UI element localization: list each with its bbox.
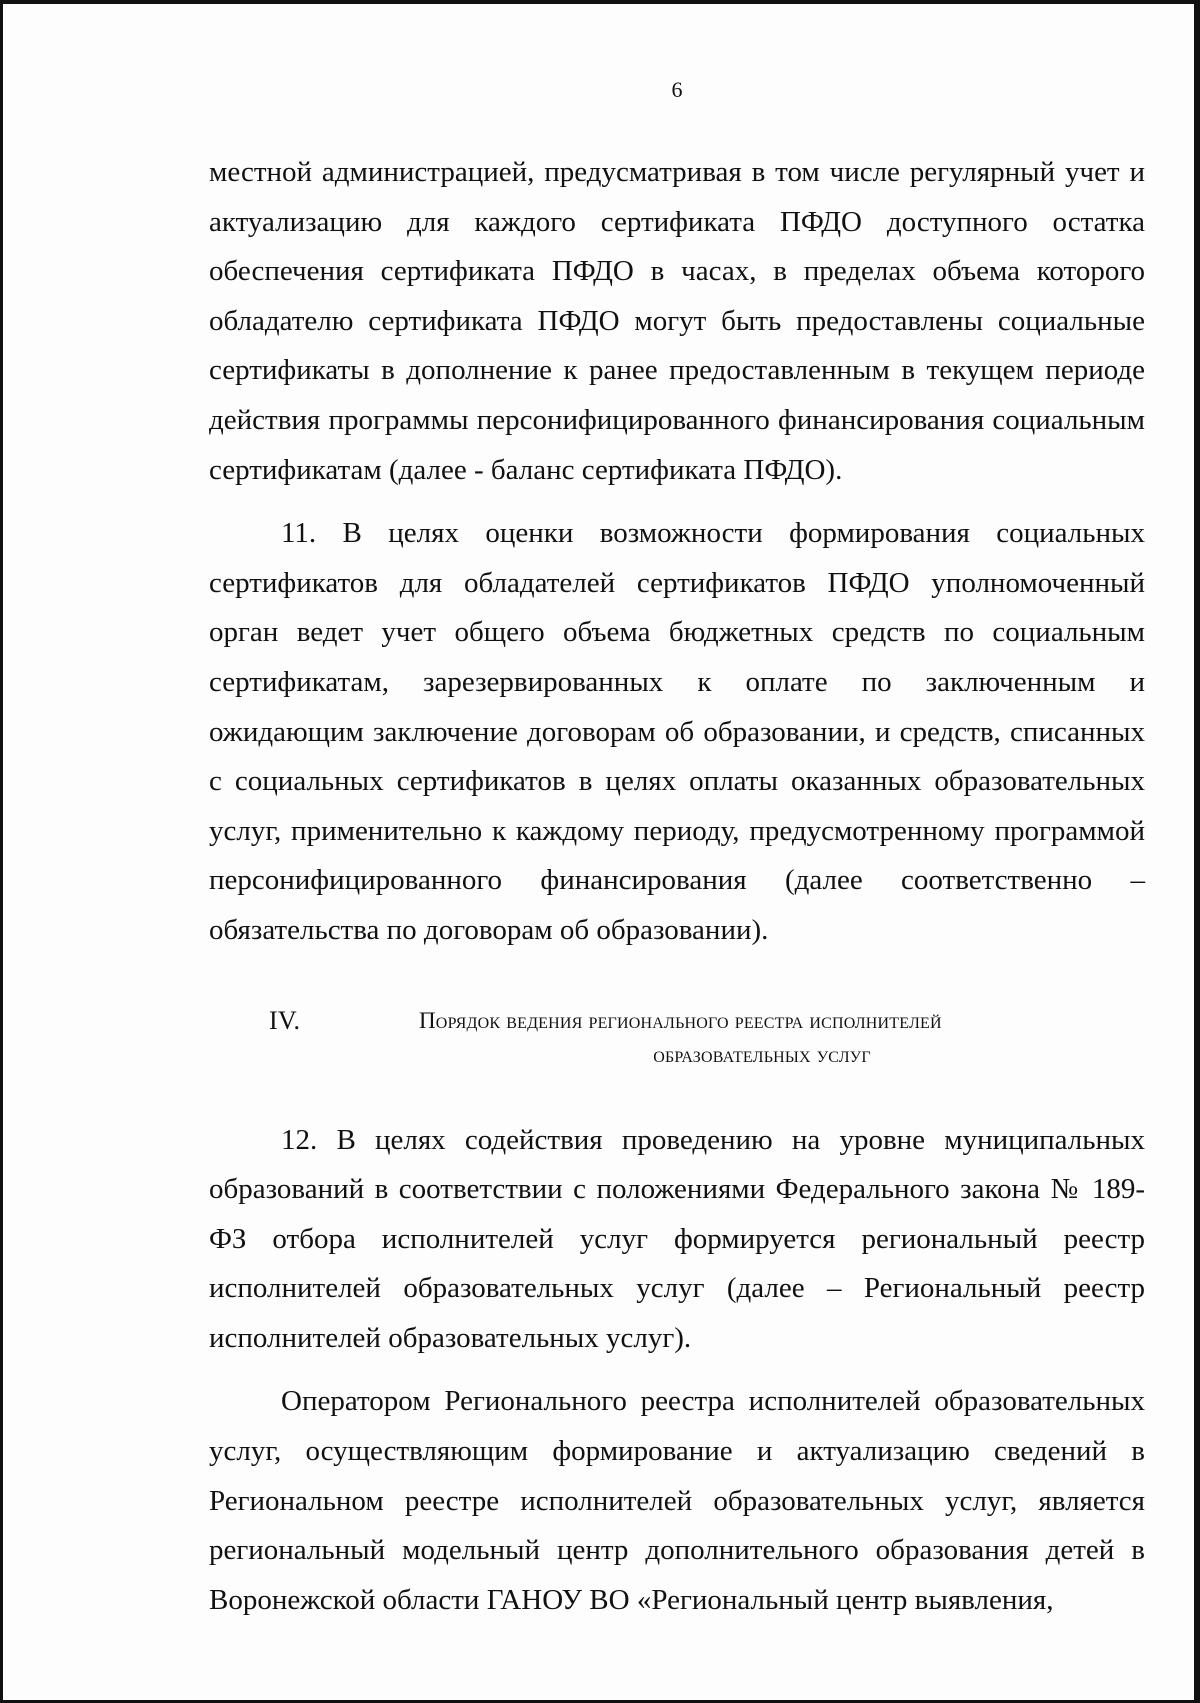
section-title-line1: Порядок ведения регионального реестра исполнителей <box>419 1007 942 1033</box>
paragraph-operator: Оператором Регионального реестра исполнителей образовательных услуг, осуществляющим формирование и актуализацию сведений в Региональном реестре исполнителей образовательных услуг, является региональный модельный центр дополнительного образования детей в Воронежской области ГАНОУ ВО «Региональный центр выявления, <box>209 1385 1145 1616</box>
paragraph-12: 12. В целях содействия проведению на уровне муниципальных образований в соответствии с положениями Федерального закона № 189-ФЗ отбора исполнителей услуг формируется региональный реестр исполнителей образовательных услуг (далее – Региональный реестр исполнителей образовательных услуг). <box>209 1123 1145 1354</box>
page-number: 6 <box>671 77 683 102</box>
document-page <box>209 74 1145 1625</box>
section-heading-line1 <box>209 1004 1145 1038</box>
section-numeral: IV. <box>269 1005 301 1035</box>
paragraph-continuation: местной администрацией, предусматривая в том числе регулярный учет и актуализацию для каждого сертификата ПФДО доступного остатка обеспечения сертификата ПФДО в часах, в пределах объема которого обладателю сертификата ПФДО могут быть предоставлены социальные сертификаты в дополнение к ранее предоставленным в текущем периоде действия программы персонифицированного финансирования социальным сертификатам (далее - баланс сертификата ПФДО). <box>209 156 1145 486</box>
section-heading <box>209 1004 1145 1072</box>
paragraph-gap <box>209 495 1145 509</box>
paragraph-11: 11. В целях оценки возможности формирования социальных сертификатов для обладателей сертификатов ПФДО уполномоченный орган ведет учет общего объема бюджетных средств по социальным сертификатам, зарезервированных к оплате по заключенным и ожидающим заключение договорам об образовании, и средств, списанных с социальных сертификатов в целях оплаты оказанных образовательных услуг, применительно к каждому периоду, предусмотренному программой персонифицированного финансирования (далее соответственно – обязательства по договорам об образовании). <box>209 517 1145 946</box>
section-title-line2: образовательных услуг <box>653 1041 871 1067</box>
paragraph-gap <box>209 1363 1145 1377</box>
